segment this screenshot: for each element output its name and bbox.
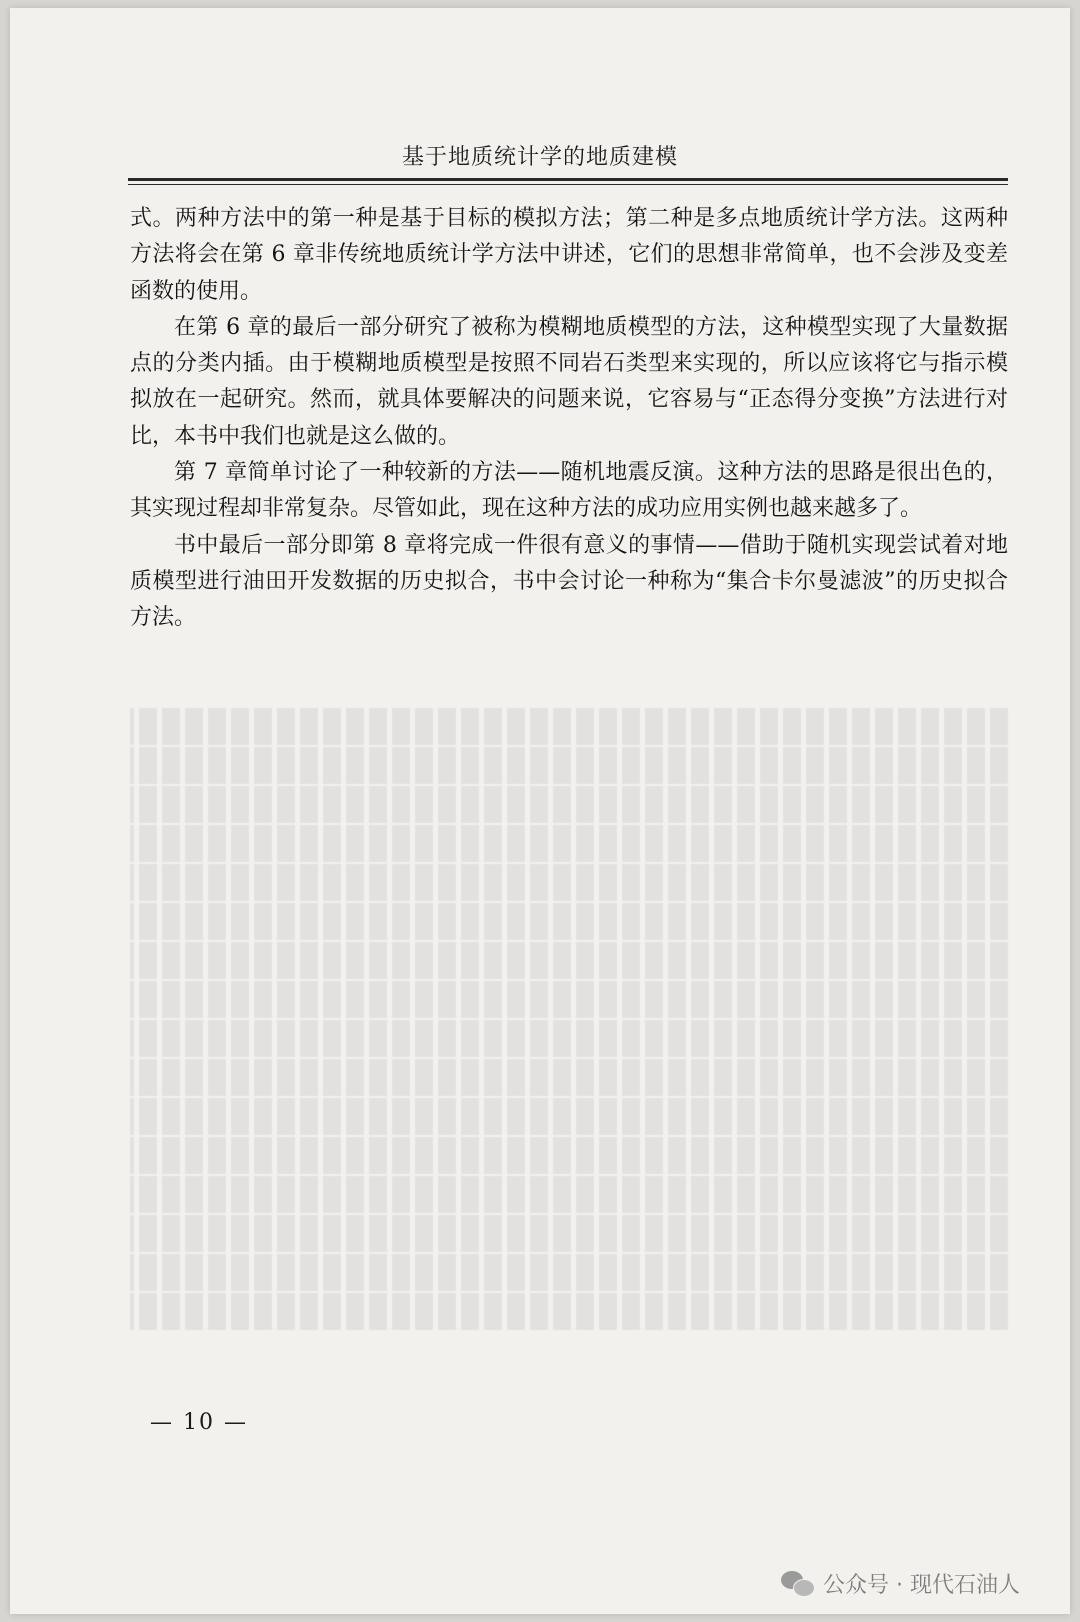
watermark-text: 公众号 · 现代石油人 [823,1573,1020,1598]
paragraph-3: 第 7 章简单讨论了一种较新的方法——随机地震反演。这种方法的思路是很出色的，其实现过程却非常复杂。尽管如此，现在这种方法的成功应用实例也越来越多了。 [130,460,1008,522]
paragraph-2: 在第 6 章的最后一部分研究了被称为模糊地质模型的方法，这种模型实现了大量数据点的分类内插。由于模糊地质模型是按照不同岩石类型来实现的，所以应该将它与指示模拟放在一起研究。然而，就具体要解决的问题来说，它容易与“正态得分变换”方法进行对比，本书中我们也就是这么做的。 [130,314,1008,449]
header-rule [128,178,1008,181]
page-number: — 10 — [150,1410,248,1435]
paragraph-1: 式。两种方法中的第一种是基于目标的模拟方法；第二种是多点地质统计学方法。这两种方法将会在第 6 章非传统地质统计学方法中讲述，它们的思想非常简单，也不会涉及变差函数的使用。 [130,206,1008,304]
bleed-through-texture [130,708,1008,1332]
watermark [781,1568,1020,1599]
paragraph-4: 书中最后一部分即第 8 章将完成一件很有意义的事情——借助于随机实现尝试着对地质模型进行油田开发数据的历史拟合，书中会讨论一种称为“集合卡尔曼滤波”的历史拟合方法。 [130,532,1008,631]
running-header-title: 基于地质统计学的地质建模 [401,145,678,170]
body-text [130,201,1008,637]
document-page [10,8,1070,1614]
wechat-icon [781,1571,815,1597]
header-rule-thin [128,184,1008,185]
